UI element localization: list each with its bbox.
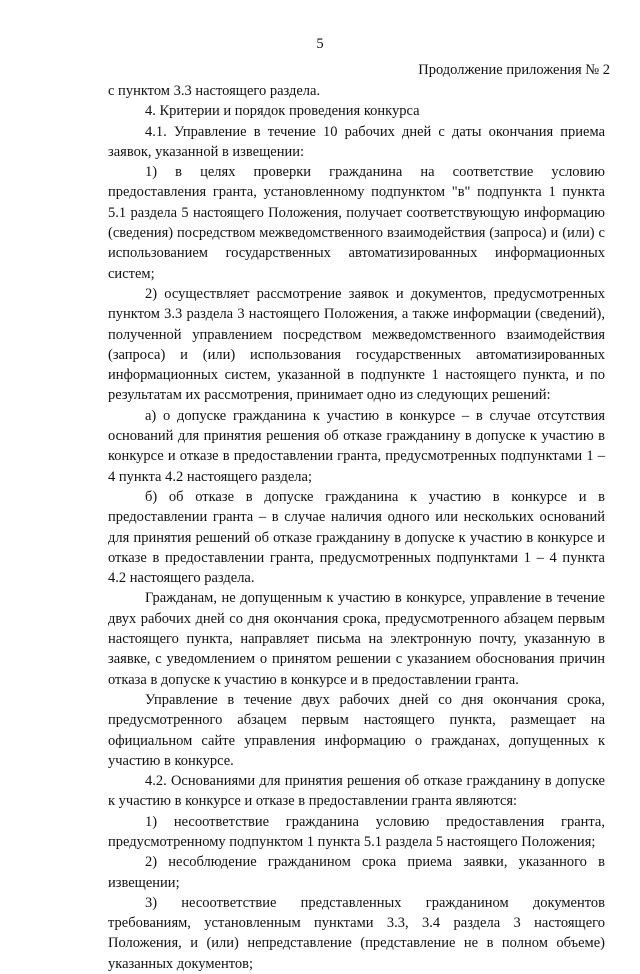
running-header: Продолжение приложения № 2 [418, 62, 610, 78]
paragraph-4-1-item-b: б) об отказе в допуске гражданина к участию в конкурсе и в предоставлении гранта – в случае наличия одного или нескольких оснований для принятия решений об отказе гражданину в допуске к участию в конкурсе и отказе в предоставлении гранта, предусмотренных подпунктами 1 – 4 пункта 4.2 настоящего раздела. [108, 488, 605, 587]
paragraph-publication: Управление в течение двух рабочих дней со дня окончания срока, предусмотренного абзацем первым настоящего пункта, размещает на официальном сайте управления информацию о гражданах, допущенных к участию в конкурсе. [108, 691, 605, 769]
paragraph-4-2-item-3: 3) несоответствие представленных гражданином документов требованиям, установленным пунктами 3.3, 3.4 раздела 3 настоящего Положения, и (или) непредставление (представление не в полном объеме) указанных документов; [108, 894, 605, 972]
paragraph-4-1: 4.1. Управление в течение 10 рабочих дней с даты окончания приема заявок, указанной в извещении: [108, 123, 605, 160]
paragraph-4-2-item-1: 1) несоответствие гражданина условию предоставления гранта, предусмотренному подпунктом 1 пункта 5.1 раздела 5 настоящего Положения; [108, 813, 605, 850]
paragraph-4-1-item-2: 2) осуществляет рассмотрение заявок и документов, предусмотренных пунктом 3.3 раздела 3 настоящего Положения, а также информации (сведений), полученной управлением посредством межведомственного взаимодействия (запроса) и (или) использования государственных автоматизированных информационных систем, указанной в подпункте 1 настоящего пункта, и по результатам их рассмотрения, принимает одно из следующих решений: [108, 285, 605, 404]
paragraph-4-1-item-1: 1) в целях проверки гражданина на соответствие условию предоставления гранта, установленному подпунктом "в" подпункта 1 пункта 5.1 раздела 5 настоящего Положения, получает соответствующую информацию (сведения) посредством межведомственного взаимодействия (запроса) и (или) с использованием государственных автоматизированных информационных систем; [108, 164, 605, 282]
paragraph-4-1-item-a: а) о допуске гражданина к участию в конкурсе – в случае отсутствия оснований для принятия решения об отказе гражданину в допуске к участию в конкурсе и отказе в предоставлении гранта, предусмотренных подпунктами 1 – 4 пункта 4.2 настоящего раздела; [108, 407, 605, 485]
paragraph-4-2: 4.2. Основаниями для принятия решения об отказе гражданину в допуске к участию в конкурсе и отказе в предоставлении гранта являются: [108, 773, 605, 810]
paragraph-notification: Гражданам, не допущенным к участию в конкурсе, управление в течение двух рабочих дней со дня окончания срока, предусмотренного абзацем первым настоящего пункта, направляет письма на электронную почту, указанную в заявке, с уведомлением о принятом решении с указанием обоснования причин отказа в допуске к участию в конкурсе и в предоставлении гранта. [108, 590, 605, 688]
page-number: 5 [316, 36, 324, 52]
paragraph-continuation: с пунктом 3.3 настоящего раздела. [108, 83, 321, 99]
paragraph-4-2-item-2: 2) несоблюдение гражданином срока приема заявки, указанного в извещении; [108, 854, 605, 891]
section-heading: 4. Критерии и порядок проведения конкурса [145, 103, 420, 120]
document-body [108, 81, 605, 974]
